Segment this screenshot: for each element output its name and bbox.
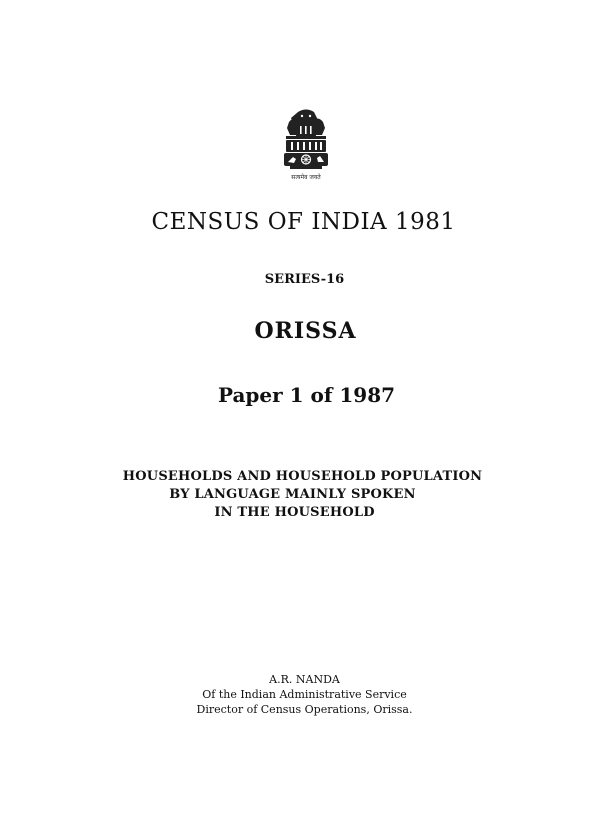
author-service: Of the Indian Administrative Service xyxy=(202,688,407,701)
subject-line-1: HOUSEHOLDS AND HOUSEHOLD POPULATION xyxy=(122,469,483,484)
paper-number: Paper 1 of 1987 xyxy=(217,383,396,407)
emblem-motto: सत्यमेव जयते xyxy=(291,174,321,181)
subject-line-2: BY LANGUAGE MAINLY SPOKEN xyxy=(169,487,416,502)
state-emblem-icon xyxy=(276,108,336,182)
census-title: CENSUS OF INDIA 1981 xyxy=(151,209,456,235)
subject-line-3: IN THE HOUSEHOLD xyxy=(214,505,375,520)
state-name: ORISSA xyxy=(254,318,357,344)
author-name: A.R. NANDA xyxy=(269,673,340,686)
author-post: Director of Census Operations, Orissa. xyxy=(196,703,413,716)
series-number: SERIES-16 xyxy=(264,272,345,287)
